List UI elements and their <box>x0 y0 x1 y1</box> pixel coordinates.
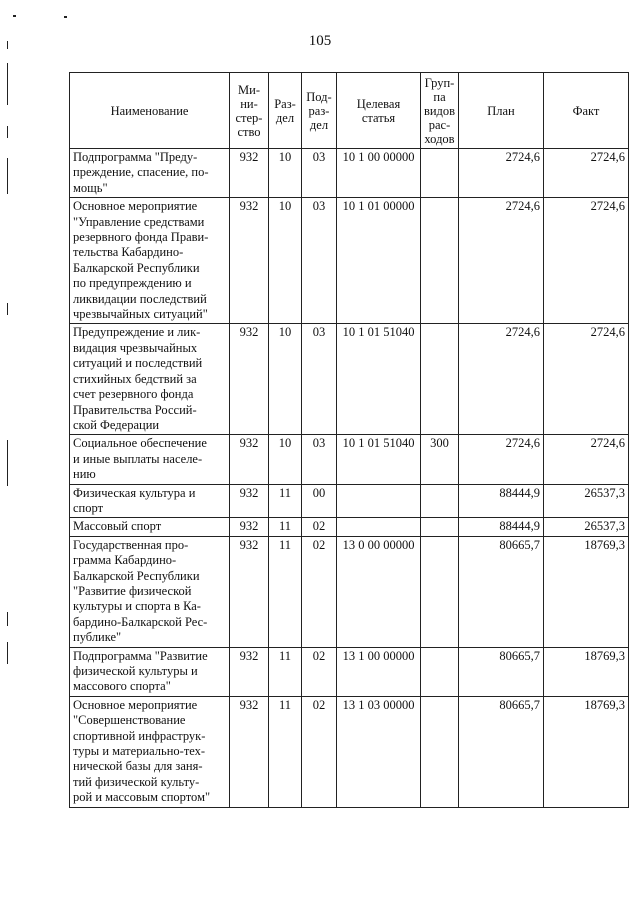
header-subsection: Под- раз- дел <box>302 73 337 149</box>
subsection-cell: 02 <box>302 696 337 807</box>
header-expense-group: Груп- па видов рас- ходов <box>421 73 459 149</box>
fact-cell: 18769,3 <box>544 647 629 696</box>
ministry-cell: 932 <box>230 484 269 518</box>
table-row <box>70 518 629 536</box>
plan-cell: 80665,7 <box>459 536 544 647</box>
target-cell: 13 1 03 00000 <box>337 696 421 807</box>
header-ministry: Ми- ни- стер- ство <box>230 73 269 149</box>
table-row <box>70 198 629 324</box>
section-cell: 10 <box>269 198 302 324</box>
header-section: Раз- дел <box>269 73 302 149</box>
budget-table <box>69 72 629 808</box>
table-row <box>70 149 629 198</box>
target-cell <box>337 484 421 518</box>
subsection-cell: 03 <box>302 198 337 324</box>
ministry-cell: 932 <box>230 696 269 807</box>
expense-group-cell <box>421 518 459 536</box>
fact-cell: 2724,6 <box>544 324 629 435</box>
expense-group-cell: 300 <box>421 435 459 484</box>
table-row <box>70 647 629 696</box>
plan-cell: 80665,7 <box>459 647 544 696</box>
subsection-cell: 00 <box>302 484 337 518</box>
plan-cell: 2724,6 <box>459 149 544 198</box>
scan-artifact <box>7 158 8 194</box>
name-cell: Предупреждение и лик- видация чрезвычайных ситуаций и последствий стихийных бедствий за счет резервного фонда Правительства Россий- ской Федерации <box>70 324 230 435</box>
scan-artifact <box>13 15 16 17</box>
name-cell: Массовый спорт <box>70 518 230 536</box>
scan-artifact <box>7 440 8 486</box>
expense-group-cell <box>421 198 459 324</box>
plan-cell: 88444,9 <box>459 484 544 518</box>
target-cell: 13 0 00 00000 <box>337 536 421 647</box>
target-cell: 10 1 01 51040 <box>337 435 421 484</box>
name-cell: Социальное обеспечение и иные выплаты населе- нию <box>70 435 230 484</box>
fact-cell: 2724,6 <box>544 149 629 198</box>
header-target: Целевая статья <box>337 73 421 149</box>
table-row <box>70 536 629 647</box>
header-plan: План <box>459 73 544 149</box>
expense-group-cell <box>421 696 459 807</box>
name-cell: Физическая культура и спорт <box>70 484 230 518</box>
target-cell: 10 1 01 00000 <box>337 198 421 324</box>
scan-artifact <box>7 612 8 626</box>
ministry-cell: 932 <box>230 518 269 536</box>
expense-group-cell <box>421 647 459 696</box>
header-name: Наименование <box>70 73 230 149</box>
name-cell: Подпрограмма "Развитие физической культуры и массового спорта" <box>70 647 230 696</box>
ministry-cell: 932 <box>230 536 269 647</box>
target-cell: 13 1 00 00000 <box>337 647 421 696</box>
plan-cell: 88444,9 <box>459 518 544 536</box>
subsection-cell: 02 <box>302 518 337 536</box>
subsection-cell: 02 <box>302 647 337 696</box>
plan-cell: 2724,6 <box>459 435 544 484</box>
name-cell: Государственная про- грамма Кабардино- Балкарской Республики "Развитие физической культуры и спорта в Ка- бардино-Балкарской Рес- публике" <box>70 536 230 647</box>
target-cell: 10 1 01 51040 <box>337 324 421 435</box>
page-number: 105 <box>308 33 332 49</box>
expense-group-cell <box>421 324 459 435</box>
name-cell: Основное мероприятие "Совершенствование спортивной инфраструк- туры и материально-тех- нической базы для заня- тий физической культу- рой и массовым спортом" <box>70 696 230 807</box>
subsection-cell: 02 <box>302 536 337 647</box>
scan-artifact <box>64 16 67 18</box>
ministry-cell: 932 <box>230 435 269 484</box>
section-cell: 10 <box>269 149 302 198</box>
plan-cell: 80665,7 <box>459 696 544 807</box>
scan-artifact <box>7 126 8 138</box>
subsection-cell: 03 <box>302 435 337 484</box>
table-row <box>70 324 629 435</box>
scan-artifact <box>7 303 8 315</box>
ministry-cell: 932 <box>230 324 269 435</box>
table-row <box>70 696 629 807</box>
fact-cell: 2724,6 <box>544 198 629 324</box>
subsection-cell: 03 <box>302 324 337 435</box>
fact-cell: 26537,3 <box>544 518 629 536</box>
ministry-cell: 932 <box>230 647 269 696</box>
section-cell: 10 <box>269 435 302 484</box>
section-cell: 11 <box>269 647 302 696</box>
table-row <box>70 435 629 484</box>
section-cell: 11 <box>269 518 302 536</box>
scan-artifact <box>7 63 8 105</box>
section-cell: 11 <box>269 696 302 807</box>
expense-group-cell <box>421 536 459 647</box>
fact-cell: 18769,3 <box>544 696 629 807</box>
expense-group-cell <box>421 484 459 518</box>
scan-artifact <box>7 41 8 49</box>
section-cell: 10 <box>269 324 302 435</box>
expense-group-cell <box>421 149 459 198</box>
ministry-cell: 932 <box>230 198 269 324</box>
plan-cell: 2724,6 <box>459 198 544 324</box>
name-cell: Подпрограмма "Преду- преждение, спасение, по- мощь" <box>70 149 230 198</box>
plan-cell: 2724,6 <box>459 324 544 435</box>
header-fact: Факт <box>544 73 629 149</box>
scan-artifact <box>7 642 8 664</box>
name-cell: Основное мероприятие "Управление средствами резервного фонда Прави- тельства Кабардино- Балкарской Республики по предупреждению и ликвидации последствий чрезвычайных ситуаций" <box>70 198 230 324</box>
ministry-cell: 932 <box>230 149 269 198</box>
table-row <box>70 484 629 518</box>
header-row <box>70 73 629 149</box>
section-cell: 11 <box>269 536 302 647</box>
target-cell: 10 1 00 00000 <box>337 149 421 198</box>
fact-cell: 26537,3 <box>544 484 629 518</box>
fact-cell: 18769,3 <box>544 536 629 647</box>
fact-cell: 2724,6 <box>544 435 629 484</box>
section-cell: 11 <box>269 484 302 518</box>
subsection-cell: 03 <box>302 149 337 198</box>
target-cell <box>337 518 421 536</box>
